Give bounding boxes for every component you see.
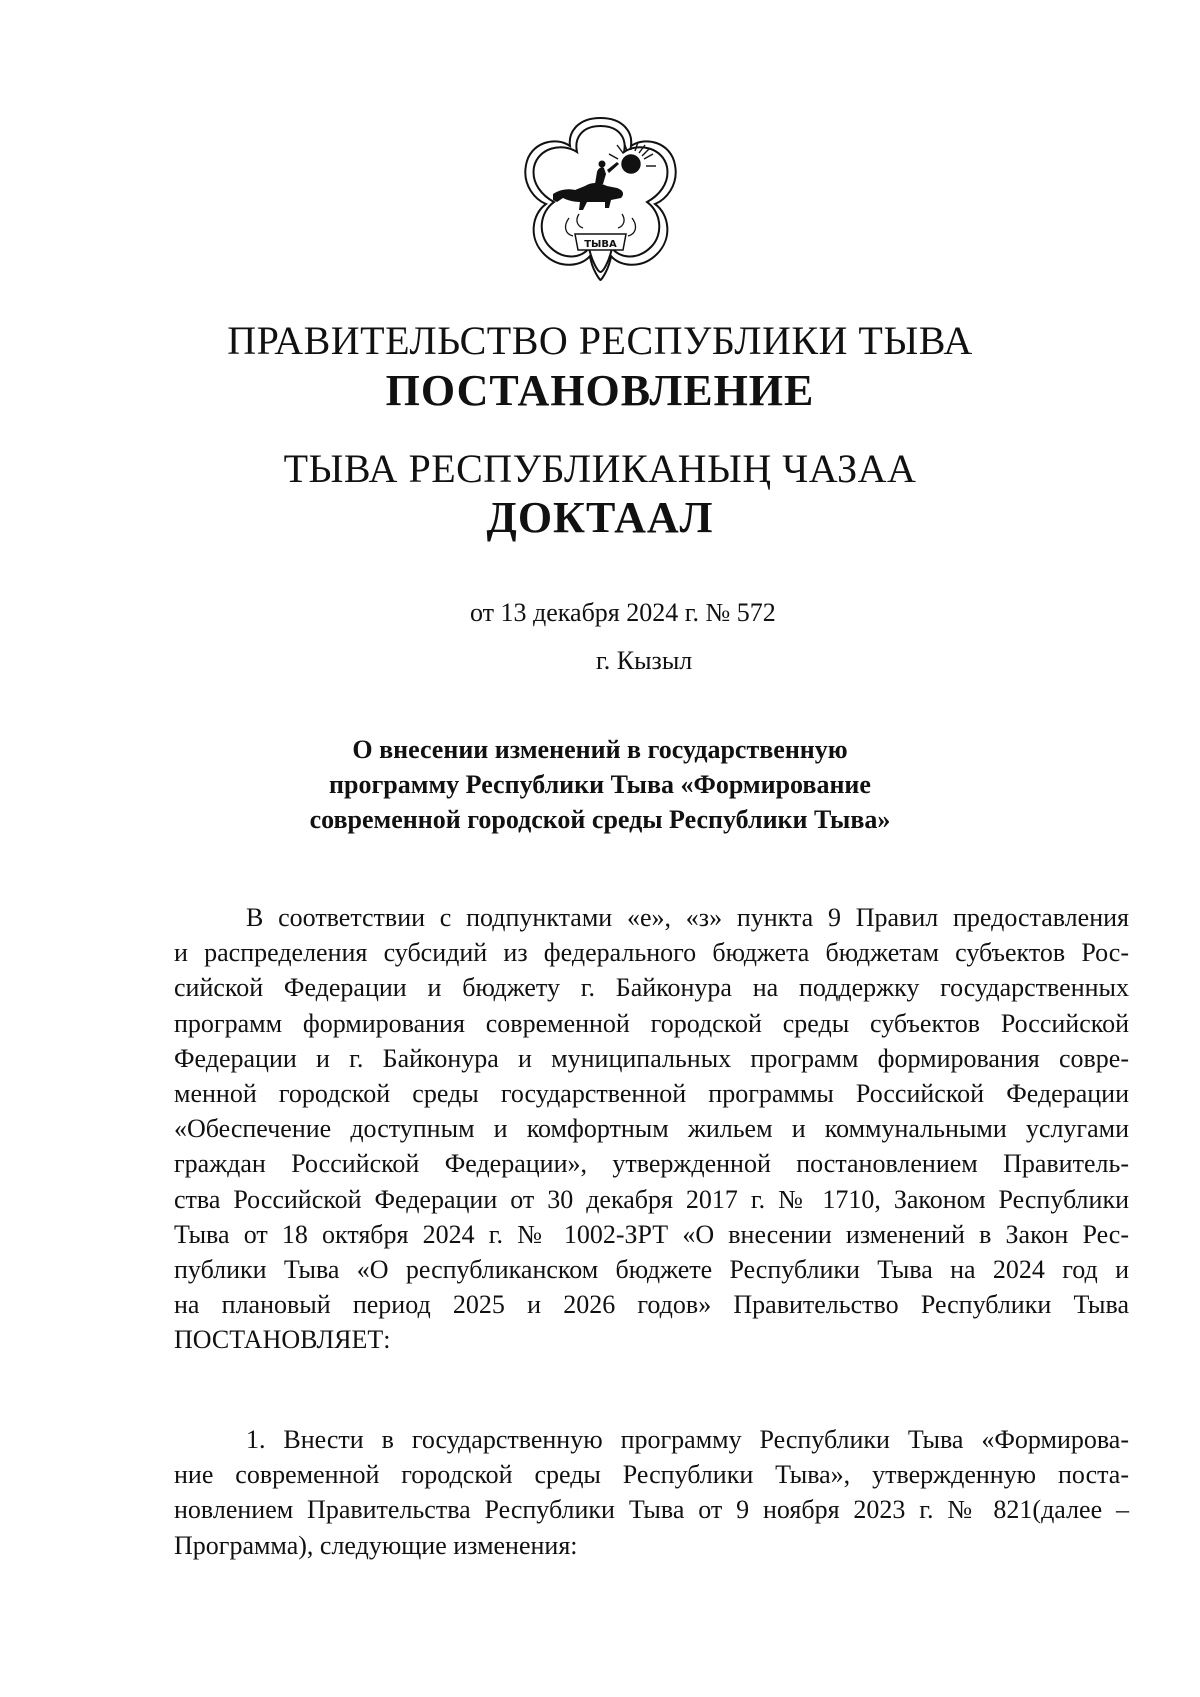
preamble-line: на плановый период 2025 и 2026 годов» Правительство Республики Тыва <box>174 1290 1129 1320</box>
preamble-line: менной городской среды государственной программы Российской Федерации <box>174 1078 1129 1108</box>
decree-city: г. Кызыл <box>596 646 693 675</box>
decree-title <box>0 732 1200 837</box>
preamble-line: «Обеспечение доступным и комфортным жильем и коммунальными услугами <box>174 1114 1129 1144</box>
preamble-line: В соответствии с подпунктами «е», «з» пункта 9 Правил предоставления <box>246 903 1129 932</box>
preamble-paragraph <box>174 900 1129 1357</box>
preamble-line: ства Российской Федерации от 30 декабря 2017 г. № 1710, Законом Республики <box>174 1184 1129 1214</box>
tuva-coat-of-arms-icon <box>513 110 688 285</box>
preamble-line: Федерации и г. Байконура и муниципальных программ формирования совре- <box>174 1043 1129 1073</box>
government-name-ru: ПРАВИТЕЛЬСТВО РЕСПУБЛИКИ ТЫВА <box>227 318 973 363</box>
item-1-line: ние современной городской среды Республики Тыва», утвержденную поста- <box>174 1460 1129 1490</box>
government-name-tyv: ТЫВА РЕСПУБЛИКАНЫҢ ЧАЗАА <box>283 446 917 491</box>
item-1-line: новлением Правительства Республики Тыва от 9 ноября 2023 г. № 821(далее – <box>174 1495 1129 1525</box>
preamble-line: публики Тыва «О республиканском бюджете Республики Тыва на 2024 год и <box>174 1254 1129 1284</box>
preamble-line: сийской Федерации и бюджету г. Байконура на поддержку государственных <box>174 973 1129 1003</box>
decree-type-tyv: ДОКТААЛ <box>486 493 714 542</box>
item-1-line: 1. Внести в государственную программу Республики Тыва «Формирова- <box>246 1425 1129 1454</box>
preamble-line: Тыва от 18 октября 2024 г. № 1002-ЗРТ «О внесении изменений в Закон Рес- <box>174 1219 1129 1249</box>
preamble-line: и распределения субсидий из федерального бюджета бюджетам субъектов Рос- <box>174 938 1129 968</box>
item-1-line: Программа), следующие изменения: <box>174 1530 578 1560</box>
preamble-line: ПОСТАНОВЛЯЕТ: <box>174 1325 391 1355</box>
item-1-paragraph <box>174 1422 1129 1563</box>
decree-title-line: О внесении изменений в государственную <box>352 735 848 764</box>
decree-title-line: современной городской среды Республики Тыва» <box>309 805 891 834</box>
decree-date-number: от 13 декабря 2024 г. № 572 <box>470 598 776 627</box>
decree-title-line: программу Республики Тыва «Формирование <box>329 770 871 799</box>
decree-type-ru: ПОСТАНОВЛЕНИЕ <box>385 366 815 415</box>
emblem-ribbon-text: ТЫВА <box>584 239 617 250</box>
preamble-line: граждан Российской Федерации», утвержденной постановлением Правитель- <box>174 1149 1129 1179</box>
preamble-line: программ формирования современной городской среды субъектов Российской <box>174 1008 1129 1038</box>
